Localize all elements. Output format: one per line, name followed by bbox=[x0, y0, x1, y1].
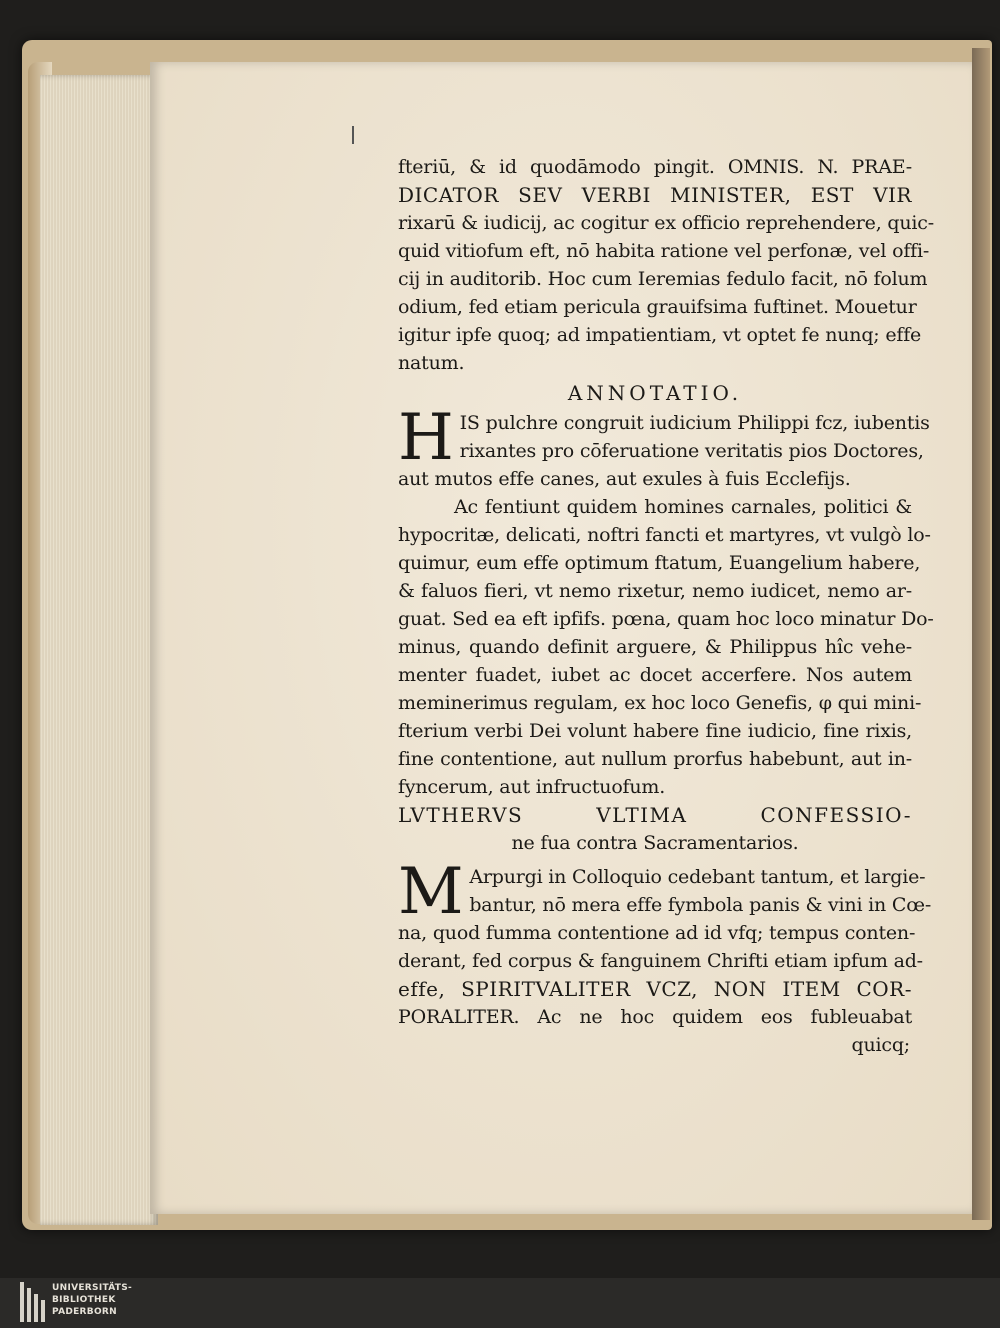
text-line: fteriū, & id quodāmodo pingit. OMNIS. N. PRAE- bbox=[398, 156, 912, 178]
text-line: hypocritæ, delicati, noftri fancti et martyres, vt vulgò lo- bbox=[398, 524, 931, 546]
text-line: effe, SPIRITVALITER VCZ, NON ITEM COR- bbox=[398, 977, 912, 1001]
section-heading-annotatio: ANNOTATIO. bbox=[567, 381, 743, 405]
text-line: fine contentione, aut nullum prorfus habebunt, aut in- bbox=[398, 748, 912, 770]
text-line: Arpurgi in Colloquio cedebant tantum, et largie- bbox=[469, 866, 926, 888]
text-line: rixantes pro cōferuatione veritatis pios Doctores, bbox=[459, 440, 924, 462]
text-line: PORALITER. Ac ne hoc quidem eos fubleuabat bbox=[398, 1006, 912, 1028]
text-line: DICATOR SEV VERBI MINISTER, EST VIR bbox=[398, 183, 912, 207]
page-text-block bbox=[398, 153, 934, 1059]
text-line: na, quod fumma contentione ad id vfq; tempus conten- bbox=[398, 922, 916, 944]
library-logo-text bbox=[52, 1282, 132, 1318]
text-line: menter fuadet, iubet ac docet accerfere. Nos autem bbox=[398, 664, 912, 686]
drop-cap: H bbox=[398, 401, 454, 475]
text-line: bantur, nō mera effe fymbola panis & vini in Cœ- bbox=[469, 894, 932, 916]
text-line: fterium verbi Dei volunt habere fine iudicio, fine rixis, bbox=[398, 720, 912, 742]
logo-line: UNIVERSITÄTS- bbox=[52, 1283, 133, 1293]
annotatio-paragraph bbox=[398, 401, 930, 475]
text-line: odium, fed etiam pericula grauifsima fuftinet. Mouetur bbox=[398, 296, 917, 318]
margin-mark bbox=[352, 126, 354, 144]
text-line: IS pulchre congruit iudicium Philippi fcz, iubentis bbox=[459, 412, 930, 434]
text-line: fyncerum, aut infructuofum. bbox=[398, 776, 666, 798]
text-line: & faluos fieri, vt nemo rixetur, nemo iudicet, nemo ar- bbox=[398, 580, 912, 602]
text-line: quimur, eum effe optimum ftatum, Euangelium habere, bbox=[398, 552, 921, 574]
text-line: Ac fentiunt quidem homines carnales, politici & bbox=[454, 496, 912, 518]
text-line: aut mutos effe canes, aut exules à fuis Ecclefijs. bbox=[398, 468, 851, 490]
luther-paragraph bbox=[398, 855, 932, 929]
text-line: derant, fed corpus & fanguinem Chrifti etiam ipfum ad- bbox=[398, 950, 923, 972]
drop-cap: M bbox=[398, 855, 464, 929]
text-line: cij in auditorib. Hoc cum Ieremias fedulo facit, nō folum bbox=[398, 268, 928, 290]
text-line: natum. bbox=[398, 352, 465, 374]
logo-line: PADERBORN bbox=[52, 1307, 117, 1317]
text-line: guat. Sed ea eft ipfifs. pœna, quam hoc loco minatur Do- bbox=[398, 608, 934, 630]
page-stack-edges bbox=[40, 75, 158, 1225]
text-line: igitur ipfe quoq; ad impatientiam, vt optet fe nunq; effe bbox=[398, 324, 922, 346]
section-heading-lutherus: LVTHERVS VLTIMA CONFESSIO- bbox=[398, 803, 912, 827]
library-logo-icon bbox=[20, 1282, 44, 1322]
text-line: minus, quando definit arguere, & Philippus hîc vehe- bbox=[398, 636, 912, 658]
section-subheading: ne fua contra Sacramentarios. bbox=[511, 832, 799, 854]
logo-line: BIBLIOTHEK bbox=[52, 1295, 116, 1305]
book-right-edge bbox=[972, 48, 990, 1220]
text-line: rixarū & iudicij, ac cogitur ex officio reprehendere, quic- bbox=[398, 212, 934, 234]
library-footer bbox=[0, 1278, 1000, 1328]
text-line: meminerimus regulam, ex hoc loco Genefis, φ qui mini- bbox=[398, 692, 922, 714]
text-line: quid vitiofum eft, nō habita ratione vel perfonæ, vel offi- bbox=[398, 240, 930, 262]
catchword: quicq; bbox=[851, 1034, 910, 1056]
